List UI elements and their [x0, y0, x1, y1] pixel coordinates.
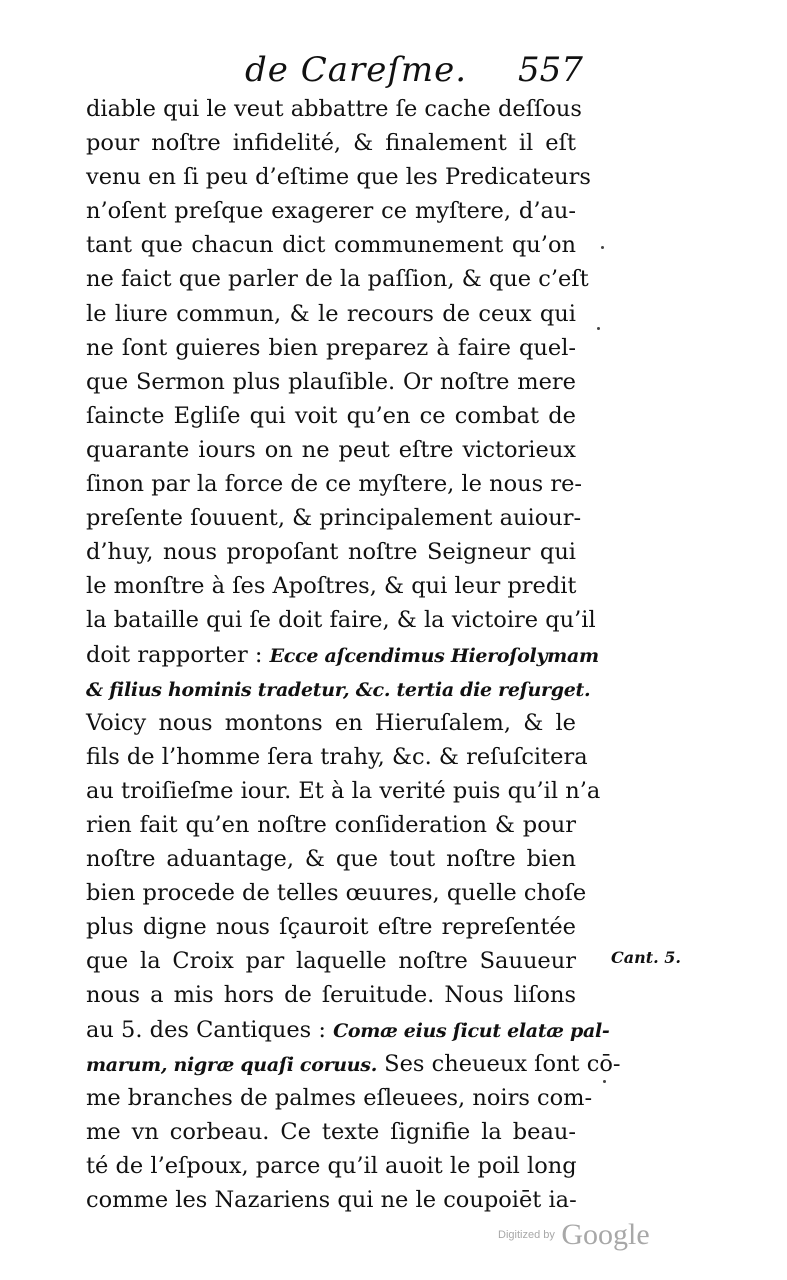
text-line: [86, 92, 582, 126]
text-line: [86, 228, 576, 262]
text-line: [86, 603, 596, 637]
ink-speck: [603, 1080, 606, 1083]
text-run: tant que chacun dict communement qu’on: [86, 232, 576, 259]
latin-quote: & filius hominis tradetur, &c. tertia die reſurget.: [86, 678, 591, 701]
text-run: que la Croix par laquelle noſtre Sauueur: [86, 948, 576, 975]
text-line: [86, 365, 576, 399]
text-line: [86, 638, 599, 672]
text-run: noſtre aduantage, & que tout noſtre bien: [86, 846, 576, 873]
text-run: me vn corbeau. Ce texte ſignifie la beau-: [86, 1118, 576, 1145]
text-run: quarante iours on ne peut eſtre victorieux: [86, 436, 576, 463]
text-run: preſente ſouuent, & principalement auiour-: [86, 505, 582, 532]
text-line: [86, 467, 582, 501]
text-run: ne faict que parler de la paſſion, & que c’eſt: [86, 266, 589, 293]
text-run: ſinon par la force de ce myſtere, le nous re-: [86, 471, 582, 498]
text-line: [86, 433, 576, 467]
text-run: n’oſent preſque exagerer ce myſtere, d’au-: [86, 198, 576, 225]
text-run: doit rapporter :: [86, 641, 270, 668]
text-line: [86, 331, 576, 365]
page-number: 557: [518, 50, 583, 90]
ink-speck: [601, 246, 604, 249]
text-line: [86, 774, 601, 808]
text-run: d’huy, nous propoſant noſtre Seigneur qui: [86, 539, 576, 566]
text-line: [86, 1149, 576, 1183]
text-line: [86, 1047, 621, 1081]
margin-note: Cant. 5.: [611, 948, 681, 967]
text-run: pour noſtre infidelité, & finalement il eſt: [86, 130, 576, 157]
text-run: bien procede de telles œuures, quelle choſe: [86, 880, 587, 907]
text-line: [86, 1183, 576, 1217]
text-line: [86, 535, 576, 569]
text-line: [86, 842, 576, 876]
ink-speck: [597, 327, 600, 330]
text-run: Voicy nous montons en Hieruſalem, & le: [86, 709, 576, 736]
text-run: ne ſont guieres bien preparez à faire quel-: [86, 334, 576, 361]
text-run: comme les Nazariens qui ne le coupoiēt ia-: [86, 1187, 577, 1213]
watermark-prefix: Digitized by: [498, 1229, 555, 1241]
text-line: [86, 194, 576, 228]
latin-quote: marum, nigræ quaſi coruus.: [86, 1053, 378, 1076]
running-title: de Careſme.: [245, 50, 468, 90]
digitized-watermark: [498, 1218, 650, 1252]
text-line: [86, 262, 589, 296]
text-run: au troiſieſme iour. Et à la verité puis qu’il n’a: [86, 777, 601, 804]
text-run: rien fait qu’en noſtre conſideration & pour: [86, 811, 576, 838]
text-run: venu en ſi peu d’eſtime que les Predicateurs: [86, 164, 591, 191]
text-run: la bataille qui ſe doit faire, & la victoire qu’il: [86, 607, 596, 634]
text-run: me branches de palmes eſleuees, noirs com-: [86, 1084, 593, 1111]
text-line: [86, 876, 587, 910]
text-run: fils de l’homme ſera trahy, &c. & reſuſcitera: [86, 743, 588, 770]
text-run: ſaincte Egliſe qui voit qu’en ce combat de: [86, 402, 576, 429]
text-line: [86, 501, 582, 535]
text-line: [86, 910, 576, 944]
text-line: [86, 160, 591, 194]
text-line: [86, 399, 576, 433]
text-line: [86, 1115, 576, 1149]
latin-quote: Comæ eius ſicut elatæ pal-: [333, 1019, 610, 1042]
text-run: nous a mis hors de ſeruitude. Nous liſons: [86, 982, 576, 1009]
text-line: [86, 978, 576, 1012]
text-line: [86, 569, 576, 603]
text-line: [86, 740, 588, 774]
text-line: [86, 944, 576, 978]
text-run: au 5. des Cantiques :: [86, 1016, 334, 1043]
text-run: té de l’eſpoux, parce qu’il auoit le poil long: [86, 1152, 577, 1179]
google-logo: Google: [561, 1218, 650, 1251]
text-line: [86, 1081, 593, 1115]
text-run: plus digne nous ſçauroit eſtre repreſentée: [86, 914, 576, 941]
text-line: [86, 808, 576, 842]
text-run: diable qui le veut abbattre ſe cache deſſous: [86, 96, 582, 122]
text-run: le liure commun, & le recours de ceux qui: [86, 300, 576, 327]
text-line: [86, 706, 576, 740]
latin-quote: Ecce aſcendimus Hieroſolymam: [269, 644, 599, 667]
text-line: [86, 672, 591, 706]
text-run: Ses cheueux ſont cō-: [377, 1050, 621, 1077]
text-line: [86, 1013, 610, 1047]
text-run: le monſtre à ſes Apoſtres, & qui leur predit: [86, 573, 577, 600]
text-run: que Sermon plus plauſible. Or noſtre mere: [86, 368, 576, 395]
text-line: [86, 126, 576, 160]
body-text: [86, 92, 621, 1217]
text-line: [86, 297, 576, 331]
